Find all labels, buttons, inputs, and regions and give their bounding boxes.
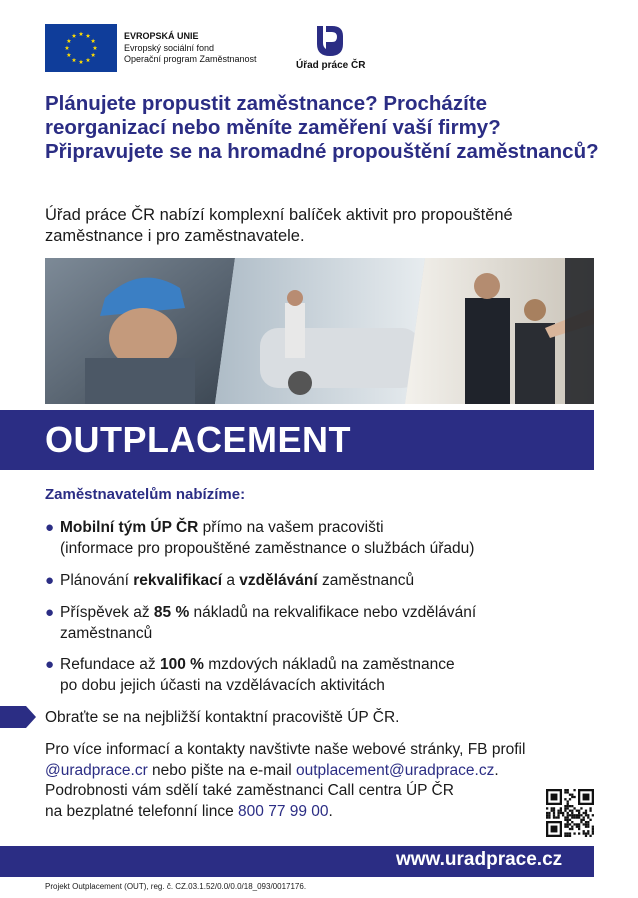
bullet-dot-icon: ● bbox=[45, 604, 55, 621]
bullet-dot-icon: ● bbox=[45, 572, 55, 589]
phone-link[interactable]: 800 77 99 00 bbox=[238, 802, 329, 820]
eu-line-2: Evropský sociální fond bbox=[124, 42, 215, 53]
more-info-line-4: na bezplatné telefonní lince bbox=[45, 802, 239, 820]
offer-heading: Zaměstnavatelům nabízíme: bbox=[45, 486, 246, 503]
up-cr-name: Úřad práce ČR bbox=[296, 60, 366, 71]
qr-code-icon[interactable] bbox=[546, 789, 594, 837]
project-note: Projekt Outplacement (OUT), reg. č. CZ.03.1.52/0.0/0.0/18_093/0017176. bbox=[45, 882, 307, 891]
eu-flag-logo bbox=[45, 24, 117, 72]
bullet-text: Mobilní tým ÚP ČR přímo na vašem pracovišti (informace pro propouštěné zaměstnance o službách úřadu) bbox=[60, 519, 475, 557]
headline: Plánujete propustit zaměstnance? Procházíte reorganizací nebo měníte zaměření vaší firmy? Připravujete se na hromadné propouštění zaměstnanců? bbox=[45, 92, 599, 163]
banner-title: OUTPLACEMENT bbox=[45, 419, 351, 460]
more-info-line-1: Pro více informací a kontakty navštivte naše webové stránky, FB profil bbox=[45, 741, 526, 758]
bold-text: 85 % bbox=[153, 604, 190, 621]
eu-line-3: Operační program Zaměstnanost bbox=[124, 54, 257, 64]
bold-text: 100 % bbox=[159, 656, 204, 673]
bullet-text: Plánování rekvalifikací a vzdělávání zaměstnanců bbox=[60, 572, 415, 589]
intro-text: Úřad práce ČR nabízí komplexní balíček aktivit pro propouštěné zaměstnance i pro zaměstnavatele. bbox=[45, 206, 513, 245]
up-cr-logo bbox=[312, 22, 348, 60]
facebook-link[interactable]: @uradprace.cr bbox=[45, 761, 148, 779]
bold-text: rekvalifikací bbox=[133, 572, 223, 589]
eu-line-1: EVROPSKÁ UNIE bbox=[124, 31, 199, 41]
more-info-text bbox=[45, 740, 565, 822]
bullet-text: Příspěvek až 85 % nákladů na rekvalifikace nebo vzdělávání zaměstnanců bbox=[60, 604, 477, 642]
bold-text: Mobilní tým ÚP ČR bbox=[60, 519, 199, 536]
more-info-line-4-end: . bbox=[328, 802, 333, 820]
eu-program-text bbox=[124, 31, 257, 66]
contact-nearest: Obraťte se na nejbližší kontaktní pracoviště ÚP ČR. bbox=[45, 709, 400, 726]
bullet-dot-icon: ● bbox=[45, 656, 55, 673]
more-info-line-3: Podrobnosti vám sdělí také zaměstnanci Call centra ÚP ČR bbox=[45, 782, 454, 799]
email-link[interactable]: outplacement@uradprace.cz bbox=[295, 761, 495, 779]
website-link[interactable]: www.uradprace.cz bbox=[396, 849, 563, 870]
more-info-dot: . bbox=[494, 761, 499, 779]
more-info-mid: nebo pište na e-mail bbox=[147, 761, 296, 779]
bold-text: vzdělávání bbox=[239, 572, 318, 589]
photo-collage bbox=[45, 258, 594, 404]
arrow-tab-icon bbox=[0, 706, 36, 728]
bullet-dot-icon: ● bbox=[45, 519, 55, 536]
bullet-text: Refundace až 100 % mzdových nákladů na zaměstnance po dobu jejich účasti na vzdělávacích aktivitách bbox=[60, 656, 455, 694]
